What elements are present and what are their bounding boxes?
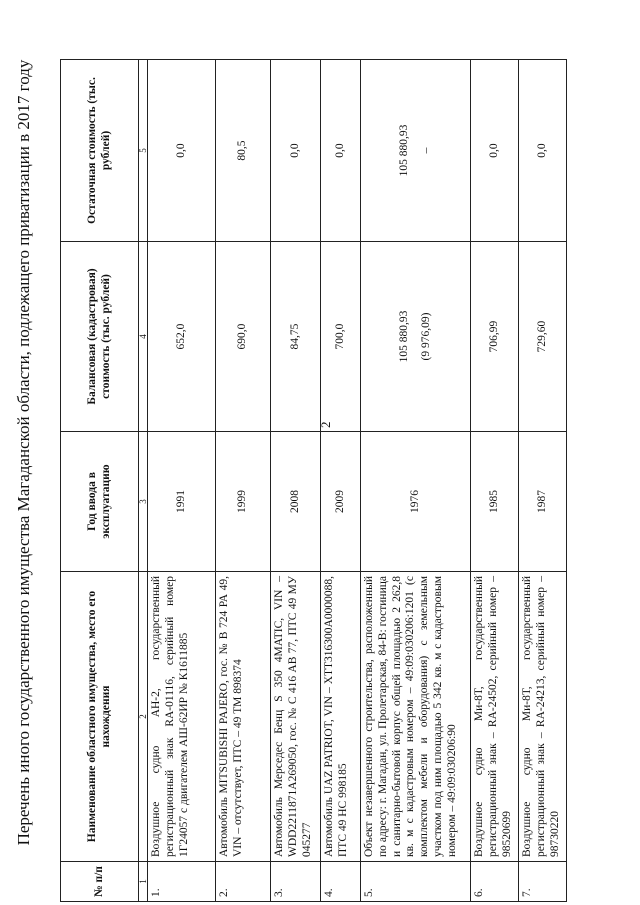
- header-num: № п/п: [61, 862, 139, 902]
- row-name: Автомобиль MITSUBISHI PAJERO, гос. № В 724 РА 49, VIN – отсутствует, ПТС – 49 ТМ 898374: [216, 572, 271, 862]
- page-number: 2: [318, 421, 333, 428]
- header-name: Наименование областного имущества, место его нахождения: [61, 572, 139, 862]
- row-residual: 105 880,93: [397, 124, 410, 177]
- table-row: [471, 60, 519, 902]
- header-balance: Балансовая (кадастровая) стоимость (тыс. рублей): [61, 242, 139, 432]
- table-row: [361, 60, 471, 902]
- row-num: 1.: [148, 862, 216, 902]
- row-year: 1987: [519, 432, 567, 572]
- row-year: 2009: [321, 432, 361, 572]
- row-residual: 0,0: [148, 60, 216, 242]
- row-name: Автомобиль Мерседес Бенц S 350 4MATIC, VIN – WDD2211871A269050, гос. № С 416 АВ 77, ПТС 49 МУ 045277: [271, 572, 321, 862]
- row-residual: 0,0: [321, 60, 361, 242]
- row-name: Воздушное судно АН-2, государственный регистрационный знак RA-01116, серийный номер 1Г24057 с двигателем АШ-62ИР № К1611885: [148, 572, 216, 862]
- header-residual: Остаточная стоимость (тыс. рублей): [61, 60, 139, 242]
- row-residual: 0,0: [471, 60, 519, 242]
- column-index: 3: [139, 432, 148, 572]
- row-year: 2008: [271, 432, 321, 572]
- row-balance: 700,0: [321, 242, 361, 432]
- row-year: 1985: [471, 432, 519, 572]
- table-row: [271, 60, 321, 902]
- row-year: 1999: [216, 432, 271, 572]
- row-year: 1991: [148, 432, 216, 572]
- table-row: [321, 60, 361, 902]
- row-num: 4.: [321, 862, 361, 902]
- column-index: 5: [139, 60, 148, 242]
- property-table: [60, 59, 567, 902]
- row-num: 7.: [519, 862, 567, 902]
- row-residual: 0,0: [519, 60, 567, 242]
- row-balance-cell: [361, 242, 471, 432]
- row-num: 2.: [216, 862, 271, 902]
- row-name: Воздушное судно Ми-8Т, государственный регистрационный знак – RA-24213, серийный номер – 98730220: [519, 572, 567, 862]
- table-row: [519, 60, 567, 902]
- row-name: Объект незавершенного строительства, расположенный по адресу: г. Магадан, ул. Пролетарская, 84-В: гостиница и санитарно-бытовой корпус общей площадью 2 262,8 кв. м с кадастровым номером – 49:09:030206:1201 (с комплектом мебели и оборудования) с земельным участком под ним площадью 5 342 кв. м с кадастровым номером – 49:09:030206:90: [361, 572, 471, 862]
- row-balance: 105 880,93: [397, 310, 410, 363]
- row-num: 6.: [471, 862, 519, 902]
- header-year: Год ввода в эксплуатацию: [61, 432, 139, 572]
- row-residual-cell: [361, 60, 471, 242]
- row-balance: 652,0: [148, 242, 216, 432]
- row-residual: 80,5: [216, 60, 271, 242]
- table-row: [148, 60, 216, 902]
- row-balance: 706,99: [471, 242, 519, 432]
- row-balance: 690,0: [216, 242, 271, 432]
- table-row: [216, 60, 271, 902]
- row-balance: 84,75: [271, 242, 321, 432]
- row-residual-dash: –: [419, 147, 432, 154]
- column-index: 2: [139, 572, 148, 862]
- row-balance: 729,60: [519, 242, 567, 432]
- header-row: [61, 60, 139, 902]
- row-year: 1976: [361, 432, 471, 572]
- document-title: Перечень иного государственного имущества Магаданской области, подлежащего приватизации в 2017 году: [14, 59, 33, 846]
- row-name: Воздушное судно Ми-8Т, государственный регистрационный знак – RA-24502, серийный номер – 98520699: [471, 572, 519, 862]
- row-cadastral-value: (9 976,09): [419, 312, 432, 361]
- row-num: 5.: [361, 862, 471, 902]
- column-index-row: [139, 60, 148, 902]
- column-index: 4: [139, 242, 148, 432]
- row-residual: 0,0: [271, 60, 321, 242]
- row-name: Автомобиль UAZ PATRIOT, VIN – ХТТ316300А0000088, ПТС 49 НС 998185: [321, 572, 361, 862]
- column-index: 1: [139, 862, 148, 902]
- row-num: 3.: [271, 862, 321, 902]
